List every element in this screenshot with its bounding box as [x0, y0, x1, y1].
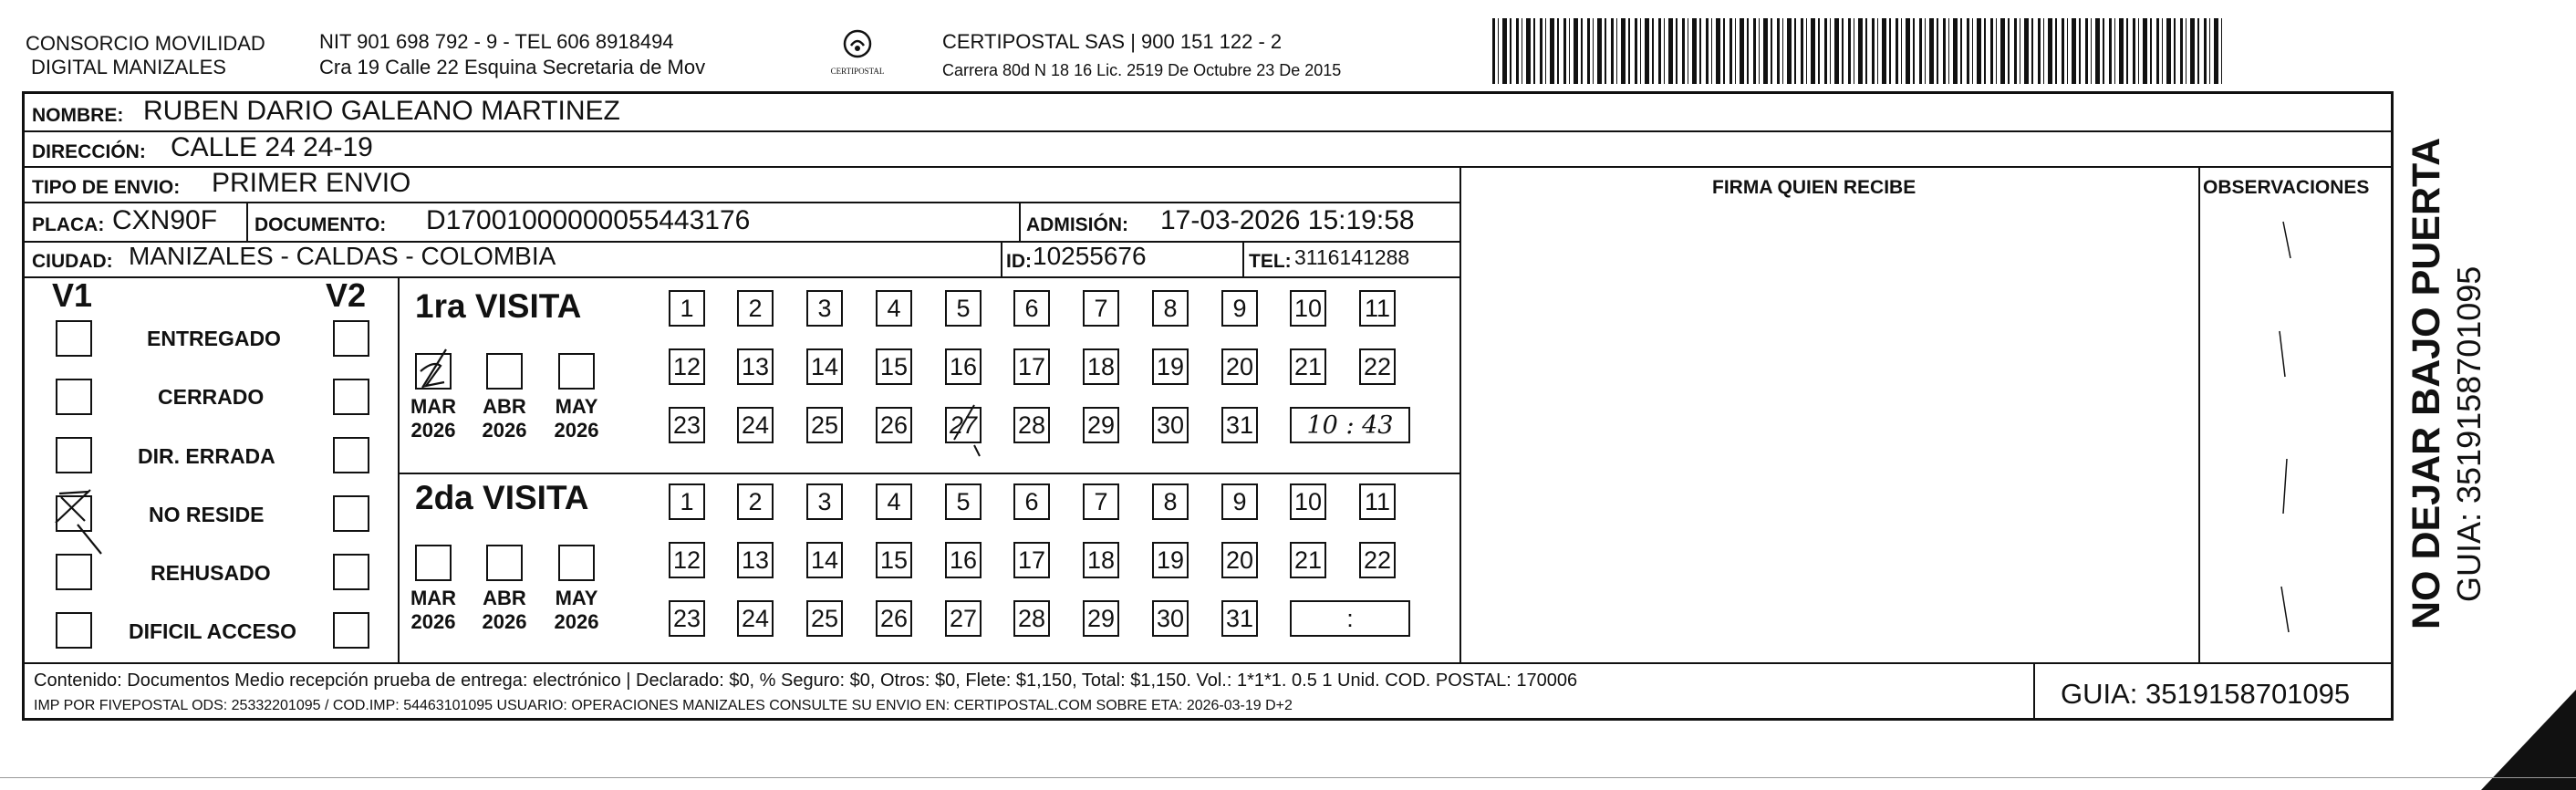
- first-visit-month-label-abr: ABR 2026: [482, 395, 527, 442]
- first-visit-day-box[interactable]: 24: [737, 407, 774, 443]
- second-visit-day-box[interactable]: 17: [1013, 542, 1050, 578]
- nit-line: NIT 901 698 792 - 9 - TEL 606 8918494: [319, 30, 674, 53]
- first-visit-time-box[interactable]: 10 : 43: [1290, 407, 1410, 443]
- company-name-line1: CONSORCIO MOVILIDAD: [26, 32, 265, 55]
- status-label-cerrado: CERRADO: [158, 385, 265, 409]
- logo-text: CERTIPOSTAL: [830, 67, 885, 76]
- address-line: Cra 19 Calle 22 Esquina Secretaria de Mov: [319, 56, 706, 78]
- carrier-line2: Carrera 80d N 18 16 Lic. 2519 De Octubre 23 De 2015: [942, 61, 1342, 79]
- first-visit-month-label-may: MAY 2026: [554, 395, 599, 442]
- documento-value: D17001000000055443176: [426, 205, 751, 235]
- v1-checkbox-dificil-acceso[interactable]: [56, 612, 92, 649]
- second-visit-day-box[interactable]: 25: [806, 600, 843, 637]
- second-visit-day-box[interactable]: 12: [669, 542, 705, 578]
- second-visit-day-box[interactable]: 31: [1221, 600, 1258, 637]
- carrier-line1: CERTIPOSTAL SAS | 900 151 122 - 2: [942, 30, 1283, 53]
- first-visit-day-box[interactable]: 18: [1083, 348, 1119, 385]
- tipo-envio-label: TIPO DE ENVIO:: [32, 177, 181, 198]
- nombre-label: NOMBRE:: [32, 105, 124, 126]
- second-visit-day-box[interactable]: 10: [1290, 483, 1326, 520]
- tel-value: 3116141288: [1294, 245, 1410, 269]
- first-visit-day-box[interactable]: 30: [1152, 407, 1189, 443]
- first-visit-day-box[interactable]: 12: [669, 348, 705, 385]
- second-visit-day-box[interactable]: 15: [876, 542, 912, 578]
- second-visit-day-box[interactable]: 27: [945, 600, 982, 637]
- v1-checkbox-cerrado[interactable]: [56, 379, 92, 415]
- no-dejar-bajo-puerta: NO DEJAR BAJO PUERTA: [2405, 137, 2448, 629]
- placa-value: CXN90F: [112, 205, 218, 235]
- side-guia: GUIA: 3519158701095: [2450, 265, 2488, 602]
- direccion-label: DIRECCIÓN:: [32, 141, 146, 162]
- first-visit-day-box[interactable]: 4: [876, 290, 912, 327]
- second-visit-day-box[interactable]: 1: [669, 483, 705, 520]
- second-visit-day-box[interactable]: 22: [1359, 542, 1396, 578]
- second-visit-day-box[interactable]: 14: [806, 542, 843, 578]
- second-visit-day-box[interactable]: 24: [737, 600, 774, 637]
- company-name-line2: DIGITAL MANIZALES: [31, 56, 226, 78]
- handwritten-check-icon: [54, 488, 90, 525]
- handwritten-mark-icon: [417, 355, 453, 391]
- delivery-form: [22, 91, 2394, 721]
- admision-label: ADMISIÓN:: [1026, 214, 1128, 235]
- first-visit-day-box[interactable]: 11: [1359, 290, 1396, 327]
- first-visit-day-box[interactable]: 28: [1013, 407, 1050, 443]
- second-visit-day-box[interactable]: 4: [876, 483, 912, 520]
- first-visit-month-box-mar[interactable]: [415, 353, 452, 390]
- second-visit-day-box[interactable]: 26: [876, 600, 912, 637]
- first-visit-day-box[interactable]: 5: [945, 290, 982, 327]
- certipostal-logo: [826, 26, 889, 89]
- first-visit-month-box-may[interactable]: [558, 353, 595, 390]
- first-visit-day-box[interactable]: 8: [1152, 290, 1189, 327]
- second-visit-day-box[interactable]: 8: [1152, 483, 1189, 520]
- status-label-rehusado: REHUSADO: [151, 561, 271, 585]
- first-visit-title: 1ra VISITA: [415, 287, 582, 325]
- first-visit-day-box[interactable]: 16: [945, 348, 982, 385]
- barcode: [1492, 18, 2222, 84]
- first-visit-day-box[interactable]: 19: [1152, 348, 1189, 385]
- second-visit-month-box-abr[interactable]: [486, 545, 523, 581]
- v2-checkbox-cerrado[interactable]: [333, 379, 369, 415]
- status-label-no-reside: NO RESIDE: [149, 503, 265, 526]
- v2-checkbox-rehusado[interactable]: [333, 554, 369, 590]
- first-visit-day-box[interactable]: 9: [1221, 290, 1258, 327]
- firma-label: FIRMA QUIEN RECIBE: [1712, 177, 1916, 198]
- placa-label: PLACA:: [32, 214, 105, 235]
- v2-checkbox-dir-errada[interactable]: [333, 437, 369, 473]
- second-visit-month-label-abr: ABR 2026: [482, 587, 527, 633]
- second-visit-day-box[interactable]: 28: [1013, 600, 1050, 637]
- observaciones-label: OBSERVACIONES: [2203, 177, 2370, 198]
- first-visit-day-box[interactable]: 14: [806, 348, 843, 385]
- first-visit-month-box-abr[interactable]: [486, 353, 523, 390]
- tel-label: TEL:: [1249, 251, 1292, 272]
- first-visit-day-box[interactable]: 13: [737, 348, 774, 385]
- handwritten-strokes-icon: [2274, 185, 2311, 641]
- bottom-edge: [0, 777, 2576, 778]
- second-visit-day-box[interactable]: 20: [1221, 542, 1258, 578]
- v1-checkbox-rehusado[interactable]: [56, 554, 92, 590]
- footer-imp: IMP POR FIVEPOSTAL ODS: 25332201095 / COD.IMP: 54463101095 USUARIO: OPERACIONES MANIZALES CONSULTE SU ENVIO EN: CERTIPOSTAL.COM SOBRE ETA: 2026-03-19 D+2: [34, 698, 1293, 713]
- v2-header: V2: [326, 276, 367, 314]
- first-visit-day-box[interactable]: 15: [876, 348, 912, 385]
- nombre-value: RUBEN DARIO GALEANO MARTINEZ: [143, 96, 620, 126]
- second-visit-day-box[interactable]: 7: [1083, 483, 1119, 520]
- first-visit-day-box[interactable]: 17: [1013, 348, 1050, 385]
- v1-checkbox-no-reside[interactable]: [56, 495, 92, 532]
- second-visit-day-box[interactable]: 23: [669, 600, 705, 637]
- v1-header: V1: [52, 276, 93, 314]
- admision-value: 17-03-2026 15:19:58: [1160, 205, 1415, 235]
- second-visit-day-box[interactable]: 13: [737, 542, 774, 578]
- second-visit-month-box-may[interactable]: [558, 545, 595, 581]
- first-visit-day-box[interactable]: 23: [669, 407, 705, 443]
- second-visit-day-box[interactable]: 2: [737, 483, 774, 520]
- first-visit-day-box[interactable]: 2: [737, 290, 774, 327]
- v1-checkbox-entregado[interactable]: [56, 320, 92, 357]
- first-visit-day-box[interactable]: 25: [806, 407, 843, 443]
- status-label-entregado: ENTREGADO: [147, 327, 281, 350]
- second-visit-time-box[interactable]: :: [1290, 600, 1410, 637]
- second-visit-day-box[interactable]: 18: [1083, 542, 1119, 578]
- first-visit-day-box[interactable]: 21: [1290, 348, 1326, 385]
- second-visit-day-box[interactable]: 5: [945, 483, 982, 520]
- first-visit-month-label-mar: MAR 2026: [410, 395, 457, 442]
- documento-label: DOCUMENTO:: [254, 214, 387, 235]
- certipostal-logo-icon: [839, 26, 876, 62]
- ciudad-label: CIUDAD:: [32, 251, 113, 272]
- v1-checkbox-dir-errada[interactable]: [56, 437, 92, 473]
- second-visit-day-box[interactable]: 6: [1013, 483, 1050, 520]
- second-visit-month-box-mar[interactable]: [415, 545, 452, 581]
- status-label-dir-errada: DIR. ERRADA: [138, 444, 275, 468]
- first-visit-day-box[interactable]: 7: [1083, 290, 1119, 327]
- first-visit-day-box[interactable]: 1: [669, 290, 705, 327]
- handwritten-day-mark-icon: [947, 409, 983, 445]
- first-visit-day-box[interactable]: 27: [945, 407, 982, 443]
- second-visit-day-box[interactable]: 21: [1290, 542, 1326, 578]
- first-visit-day-box[interactable]: 3: [806, 290, 843, 327]
- first-visit-day-box[interactable]: 10: [1290, 290, 1326, 327]
- status-label-dificil-acceso: DIFICIL ACCESO: [129, 619, 297, 643]
- tipo-envio-value: PRIMER ENVIO: [212, 168, 411, 198]
- second-visit-day-box[interactable]: 11: [1359, 483, 1396, 520]
- ciudad-value: MANIZALES - CALDAS - COLOMBIA: [129, 242, 556, 270]
- direccion-value: CALLE 24 24-19: [171, 132, 373, 162]
- second-visit-day-box[interactable]: 30: [1152, 600, 1189, 637]
- observaciones-area[interactable]: [2274, 185, 2301, 641]
- second-visit-day-box[interactable]: 16: [945, 542, 982, 578]
- first-visit-day-box[interactable]: 6: [1013, 290, 1050, 327]
- v2-checkbox-dificil-acceso[interactable]: [333, 612, 369, 649]
- second-visit-title: 2da VISITA: [415, 479, 589, 516]
- footer-guia: GUIA: 3519158701095: [2061, 678, 2351, 710]
- footer-contenido: Contenido: Documentos Medio recepción prueba de entrega: electrónico | Declarado: $0, % Seguro: $0, Otros: $0, Flete: $1,150, Total: $1,150. Vol.: 1*1*1. 0.5 1 Unid. COD. POSTAL: 170006: [34, 670, 1578, 691]
- id-value: 10255676: [1033, 242, 1147, 270]
- v2-checkbox-entregado[interactable]: [333, 320, 369, 357]
- first-visit-day-box[interactable]: 31: [1221, 407, 1258, 443]
- second-visit-day-box[interactable]: 9: [1221, 483, 1258, 520]
- second-visit-day-box[interactable]: 29: [1083, 600, 1119, 637]
- v2-checkbox-no-reside[interactable]: [333, 495, 369, 532]
- firma-area[interactable]: [1466, 203, 2191, 660]
- second-visit-month-label-mar: MAR 2026: [410, 587, 457, 633]
- first-visit-day-box[interactable]: 22: [1359, 348, 1396, 385]
- second-visit-day-box[interactable]: 19: [1152, 542, 1189, 578]
- first-visit-day-box[interactable]: 26: [876, 407, 912, 443]
- torn-corner-icon: [2463, 690, 2576, 790]
- second-visit-day-box[interactable]: 3: [806, 483, 843, 520]
- first-visit-day-box[interactable]: 20: [1221, 348, 1258, 385]
- first-visit-day-box[interactable]: 29: [1083, 407, 1119, 443]
- second-visit-month-label-may: MAY 2026: [554, 587, 599, 633]
- id-label: ID:: [1006, 251, 1032, 272]
